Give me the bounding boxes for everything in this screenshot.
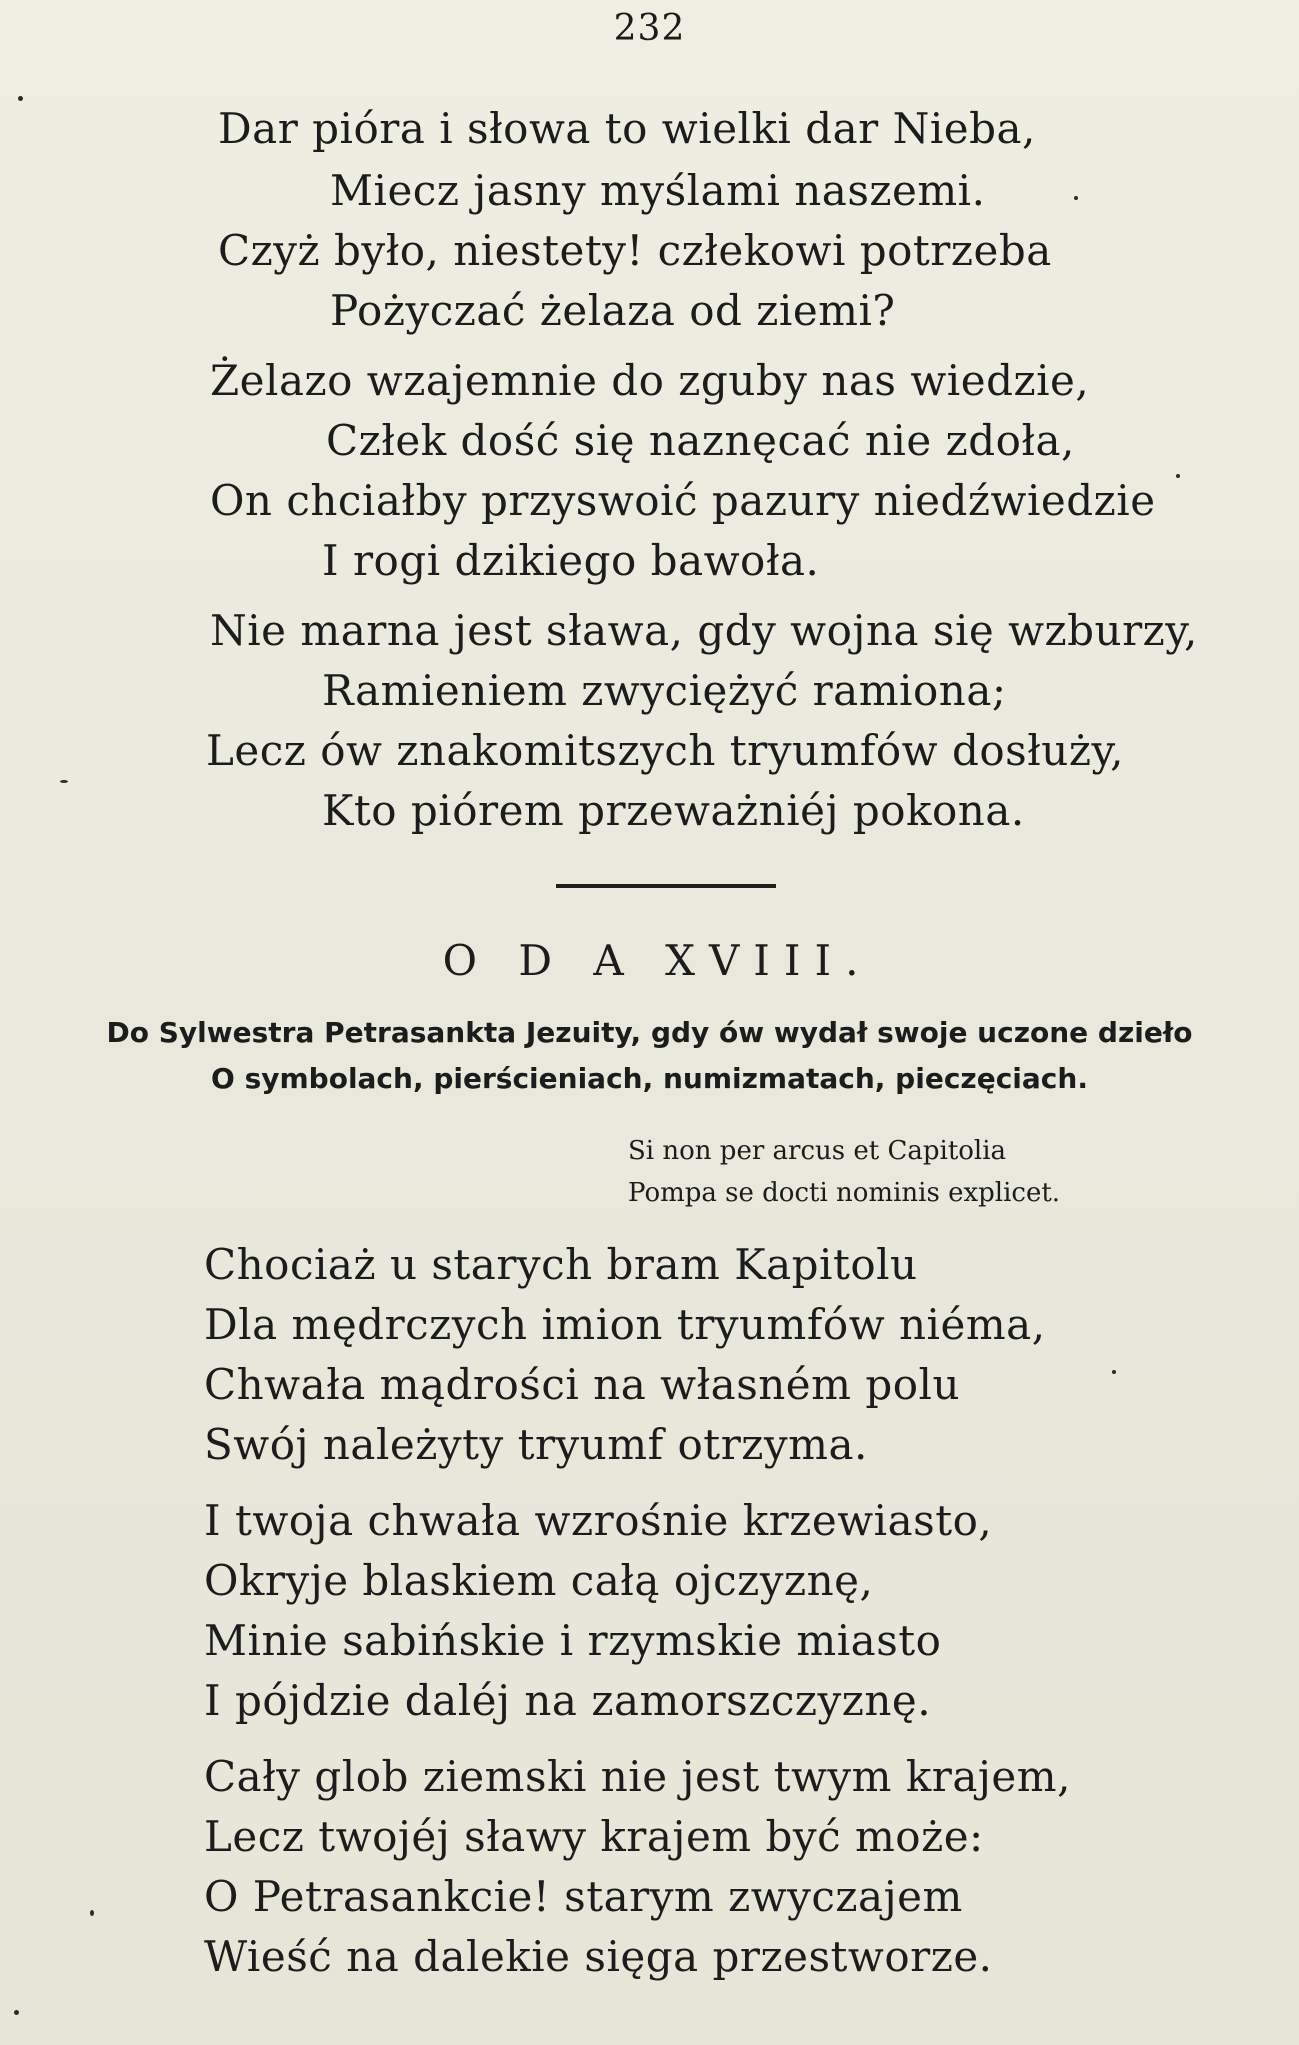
poem-line: Człek dość się naznęcać nie zdoła, [326,416,1075,465]
poem-line: O Petrasankcie! starym zwyczajem [204,1872,963,1921]
poem-line: Miecz jasny myślami naszemi. [330,166,986,215]
ode-epigraph: Si non per arcus et Capitolia [628,1136,1007,1166]
poem-line: Minie sabińskie i rzymskie miasto [204,1616,942,1665]
poem-line: Nie marna jest sława, gdy wojna się wzburzy, [210,606,1198,655]
poem-line: Dar pióra i słowa to wielki dar Nieba, [218,104,1036,153]
poem-line: Chociaż u starych bram Kapitolu [204,1240,918,1289]
print-speck [60,780,68,783]
print-speck [14,2010,19,2015]
poem-line: Chwała mądrości na własném polu [204,1360,960,1409]
section-divider [556,884,776,888]
ode-dedication: O symbolach, pierścieniach, numizmatach, pieczęciach. [211,1062,1088,1095]
poem-line: Ramieniem zwyciężyć ramiona; [322,666,1007,715]
poem-line: Cały glob ziemski nie jest twym krajem, [204,1752,1071,1801]
print-speck [18,96,23,101]
poem-line: Okryje blaskiem całą ojczyznę, [204,1556,874,1605]
poem-line: Żelazo wzajemnie do zguby nas wiedzie, [210,356,1090,405]
poem-line: Czyż było, niestety! człekowi potrzeba [218,226,1052,275]
poem-line: Swój należyty tryumf otrzyma. [204,1420,868,1469]
poem-line: On chciałby przyswoić pazury niedźwiedzie [210,476,1156,525]
poem-line: I rogi dzikiego bawoła. [322,536,820,585]
ode-epigraph: Pompa se docti nominis explicet. [628,1178,1061,1208]
ode-dedication: Do Sylwestra Petrasankta Jezuity, gdy ów wydał swoje uczone dzieło [106,1016,1193,1049]
poem-line: I pójdzie daléj na zamorszczyznę. [204,1676,932,1725]
poem-line: Kto piórem przeważniéj pokona. [322,786,1025,835]
print-speck [90,1910,94,1916]
print-speck [1074,196,1078,200]
print-speck [1112,1370,1116,1374]
poem-line: Pożyczać żelaza od ziemi? [330,286,896,335]
print-speck [1176,474,1180,478]
poem-line: Lecz ów znakomitszych tryumfów dosłuży, [206,726,1124,775]
poem-line: Lecz twojéj sławy krajem być może: [204,1812,984,1861]
poem-line: Wieść na dalekie sięga przestworze. [204,1932,993,1981]
poem-line: Dla mędrczych imion tryumfów niéma, [204,1300,1046,1349]
page-number: 232 [613,8,686,49]
ode-title: O D A XVIII. [442,936,873,985]
poem-line: I twoja chwała wzrośnie krzewiasto, [204,1496,993,1545]
